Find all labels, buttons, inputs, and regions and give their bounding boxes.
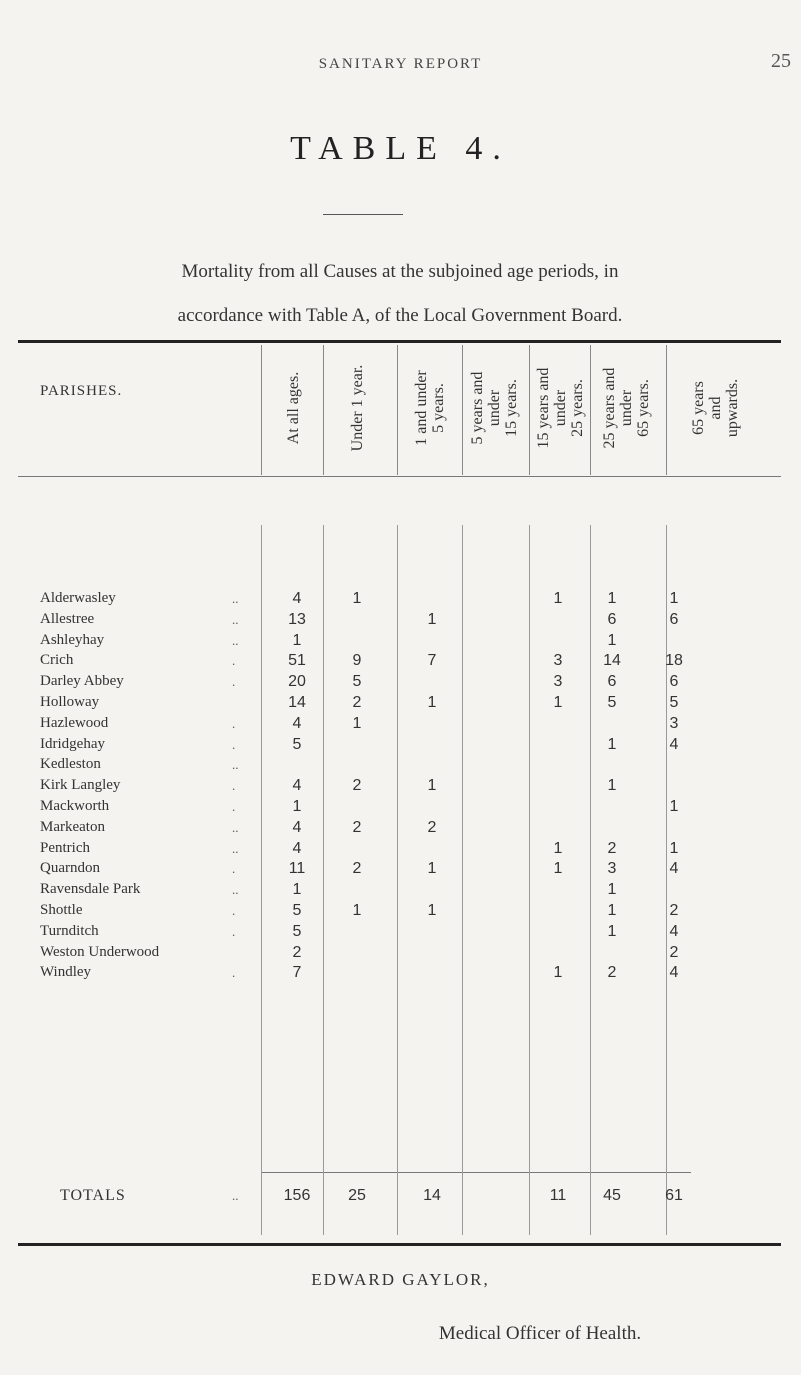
table-cell: 2: [669, 943, 679, 961]
table-cell: 1: [607, 777, 617, 795]
row-leader-dots: .: [232, 923, 236, 939]
table-cell: 1: [669, 839, 679, 857]
table-cell: 4: [292, 839, 302, 857]
table-cell: 1: [607, 922, 617, 940]
table-cell: 5: [292, 902, 302, 919]
page-number: 25: [771, 50, 791, 72]
table-cell: 2: [352, 694, 362, 711]
row-leader-dots: .: [232, 653, 236, 669]
totals-cell: 25: [348, 1187, 366, 1204]
table-cell: 5: [292, 922, 302, 940]
column-header: 25 years and under 65 years.: [600, 367, 652, 448]
parish-name: Weston Underwood: [40, 943, 160, 960]
table-cell: 5: [669, 694, 679, 711]
column-divider: [666, 525, 667, 1235]
row-leader-dots: ..: [232, 757, 239, 773]
table-top-rule: [18, 340, 781, 343]
signature-title: Medical Officer of Health.: [438, 1323, 642, 1344]
table-cell: 9: [352, 652, 362, 670]
column-divider: [529, 525, 530, 1235]
row-leader-dots: ..: [232, 591, 239, 606]
row-leader-dots: .: [232, 799, 236, 814]
running-head: SANITARY REPORT: [318, 56, 483, 72]
table-cell: 4: [292, 777, 302, 795]
table-cell: 1: [669, 798, 679, 815]
table-bottom-rule: [18, 1243, 781, 1246]
column-header: 15 years and under 25 years.: [534, 367, 586, 448]
table-cell: 1: [427, 902, 437, 919]
totals-leader-dots: ..: [232, 1188, 239, 1203]
parish-name: Turnditch: [40, 922, 99, 939]
totals-cell: 14: [423, 1187, 441, 1204]
table-cell: 1: [427, 694, 437, 711]
column-header: At all ages.: [284, 371, 302, 444]
table-cell: 5: [607, 694, 617, 711]
table-cell: 18: [665, 652, 683, 670]
table-cell: 1: [352, 590, 362, 607]
table-cell: 1: [553, 860, 563, 878]
column-divider: [666, 345, 667, 475]
row-leader-dots: .: [232, 736, 236, 752]
row-leader-dots: ..: [232, 840, 239, 856]
row-leader-dots: .: [232, 903, 236, 918]
table-cell: 2: [669, 902, 679, 919]
row-leader-dots: .: [232, 965, 236, 981]
table-cell: 2: [607, 839, 617, 857]
table-cell: 1: [607, 590, 617, 607]
table-cell: 3: [553, 673, 563, 691]
column-header: 65 years and upwards.: [689, 378, 741, 437]
table-title: TABLE 4.: [290, 130, 511, 167]
table-cell: 2: [292, 943, 302, 961]
intro-text: [30, 250, 770, 338]
parish-name: Shottle: [40, 902, 83, 918]
table-cell: 1: [292, 631, 302, 649]
table-cell: 1: [292, 798, 302, 815]
table-cell: 6: [669, 673, 679, 691]
parish-name: Ravensdale Park: [40, 881, 141, 898]
table-cell: 13: [288, 610, 306, 628]
table-cell: 1: [427, 860, 437, 878]
table-cell: 4: [292, 818, 302, 836]
table-cell: 2: [352, 860, 362, 878]
row-leader-dots: .: [232, 715, 236, 731]
table-cell: 11: [288, 860, 306, 878]
totals-cell: 156: [283, 1187, 311, 1204]
title-rule: [323, 214, 403, 215]
totals-label: TOTALS: [60, 1187, 126, 1204]
table-cell: 1: [553, 839, 563, 857]
column-header: 5 years and under 15 years.: [468, 371, 520, 444]
table-cell: 1: [607, 881, 617, 899]
column-divider: [590, 525, 591, 1235]
table-cell: 7: [427, 652, 437, 670]
parish-name: Kedleston: [40, 756, 101, 773]
table-cell: 5: [352, 673, 362, 691]
parish-name: Crich: [40, 652, 74, 669]
table-cell: 4: [669, 922, 679, 940]
table-cell: 1: [607, 631, 617, 649]
column-divider: [462, 525, 463, 1235]
parish-name: Darley Abbey: [40, 673, 124, 690]
row-leader-dots: ..: [232, 611, 239, 627]
row-leader-dots: .: [232, 778, 236, 794]
table-cell: 4: [669, 964, 679, 982]
table-cell: 3: [607, 860, 617, 878]
parish-name: Pentrich: [40, 839, 90, 856]
table-cell: 7: [292, 964, 302, 982]
table-header-rule: [18, 476, 781, 477]
table-cell: 1: [553, 590, 563, 607]
parish-name: Kirk Langley: [40, 777, 121, 794]
column-divider: [323, 525, 324, 1235]
table-cell: 51: [288, 652, 306, 670]
table-cell: 1: [607, 902, 617, 919]
row-leader-dots: ..: [232, 882, 239, 898]
table-cell: 1: [427, 777, 437, 795]
parish-name: Markeaton: [40, 818, 105, 835]
table-cell: 20: [288, 673, 306, 691]
parish-name: Allestree: [40, 610, 95, 627]
table-cell: 4: [292, 714, 302, 732]
table-cell: 3: [553, 652, 563, 670]
table-cell: 4: [669, 735, 679, 753]
table-cell: 4: [669, 860, 679, 878]
table-cell: 2: [352, 777, 362, 795]
table-cell: 1: [292, 881, 302, 899]
signature-name: EDWARD GAYLOR,: [311, 1270, 490, 1289]
intro-line-1: Mortality from all Causes at the subjoined age periods, in: [181, 261, 619, 282]
parish-name: Hazlewood: [40, 714, 109, 731]
parish-name: Windley: [40, 964, 92, 981]
column-divider: [397, 525, 398, 1235]
parish-name: Idridgehay: [40, 735, 105, 752]
table-cell: 2: [352, 818, 362, 836]
table-cell: 1: [553, 964, 563, 982]
parish-name: Ashleyhay: [40, 631, 105, 648]
table-cell: 6: [607, 610, 617, 628]
parishes-header: PARISHES.: [40, 383, 123, 399]
totals-cell: 61: [665, 1187, 683, 1204]
table-cell: 1: [352, 714, 362, 732]
table-cell: 1: [553, 694, 563, 711]
table-cell: 1: [669, 590, 679, 607]
table-cell: 6: [607, 673, 617, 691]
column-header: 1 and under 5 years.: [413, 369, 447, 446]
table-cell: 5: [292, 735, 302, 753]
table-cell: 1: [352, 902, 362, 919]
table-cell: 1: [607, 735, 617, 753]
parish-name: Quarndon: [40, 860, 100, 877]
table-cell: 14: [603, 652, 621, 670]
intro-line-2: accordance with Table A, of the Local Government Board.: [177, 305, 623, 326]
column-divider: [261, 525, 262, 1235]
table-cell: 6: [669, 610, 679, 628]
parish-name: Alderwasley: [40, 590, 116, 606]
row-leader-dots: ..: [232, 632, 239, 648]
row-leader-dots: .: [232, 861, 236, 877]
table-cell: 4: [292, 590, 302, 607]
row-leader-dots: ..: [232, 819, 239, 835]
table-cell: 2: [607, 964, 617, 982]
totals-cell: 11: [549, 1187, 567, 1204]
column-header: Under 1 year.: [348, 364, 366, 451]
table-cell: 14: [288, 694, 306, 711]
table-cell: 2: [427, 818, 437, 836]
parish-name: Holloway: [40, 694, 100, 710]
totals-cell: 45: [603, 1187, 621, 1204]
totals-top-rule: [261, 1172, 691, 1173]
table-cell: 3: [669, 714, 679, 732]
parish-name: Mackworth: [40, 798, 110, 814]
table-cell: 1: [427, 610, 437, 628]
row-leader-dots: .: [232, 674, 236, 690]
